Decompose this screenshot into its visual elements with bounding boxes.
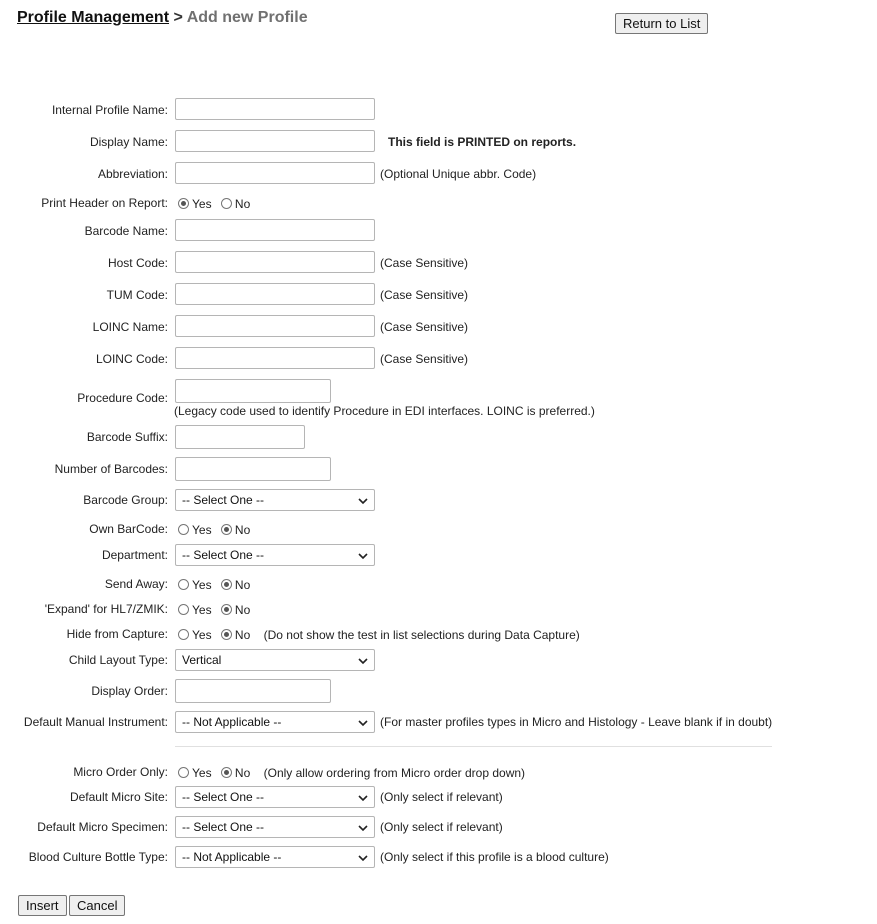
child-layout-type-selected-value: Vertical	[182, 653, 222, 667]
default-manual-instrument-note: (For master profiles types in Micro and Histology - Leave blank if in doubt)	[380, 715, 773, 729]
print-header-no-label: No	[234, 197, 251, 211]
print-header-no-radio[interactable]	[221, 198, 232, 209]
expand-hl7-yes-label: Yes	[192, 603, 212, 617]
own-barcode-yes-label: Yes	[192, 523, 212, 537]
barcode-group-select[interactable]	[175, 489, 375, 511]
micro-order-only-yes-label: Yes	[192, 766, 212, 780]
blood-culture-bottle-type-selected-value: -- Not Applicable --	[182, 850, 282, 864]
cancel-button[interactable]: Cancel	[69, 895, 125, 916]
department-select[interactable]	[175, 544, 375, 566]
send-away-yes-label: Yes	[192, 578, 212, 592]
display-name-label: Display Name:	[89, 135, 168, 149]
hide-from-capture-label: Hide from Capture:	[66, 627, 168, 641]
chevron-down-icon	[358, 853, 368, 863]
micro-order-only-no-radio[interactable]	[221, 767, 232, 778]
default-manual-instrument-selected-value: -- Not Applicable --	[182, 715, 282, 729]
loinc-name-input[interactable]	[175, 315, 375, 337]
expand-hl7-no-label: No	[234, 603, 251, 617]
barcode-name-label: Barcode Name:	[84, 224, 168, 238]
hide-from-capture-yes-radio[interactable]	[178, 629, 189, 640]
chevron-down-icon	[358, 656, 368, 666]
default-manual-instrument-select[interactable]	[175, 711, 375, 733]
number-of-barcodes-input[interactable]	[175, 457, 331, 481]
print-header-label: Print Header on Report:	[41, 196, 168, 210]
expand-hl7-label: 'Expand' for HL7/ZMIK:	[44, 602, 168, 616]
print-header-yes-radio[interactable]	[178, 198, 189, 209]
hide-from-capture-note: (Do not show the test in list selections during Data Capture)	[263, 628, 580, 642]
display-order-label: Display Order:	[91, 684, 168, 698]
barcode-group-label: Barcode Group:	[83, 493, 168, 507]
tum-code-input[interactable]	[175, 283, 375, 305]
child-layout-type-label: Child Layout Type:	[68, 653, 168, 667]
breadcrumb	[17, 9, 308, 27]
send-away-label: Send Away:	[104, 577, 168, 591]
hide-from-capture-no-label: No	[234, 628, 251, 642]
expand-hl7-yes-radio[interactable]	[178, 604, 189, 615]
chevron-down-icon	[358, 496, 368, 506]
print-header-radio-group	[178, 197, 256, 211]
section-divider	[175, 746, 772, 747]
tum-code-label: TUM Code:	[106, 288, 168, 302]
own-barcode-no-radio[interactable]	[221, 524, 232, 535]
hide-from-capture-no-radio[interactable]	[221, 629, 232, 640]
display-name-input[interactable]	[175, 130, 375, 152]
expand-hl7-radio-group	[178, 603, 256, 617]
display-order-input[interactable]	[175, 679, 331, 703]
micro-order-only-no-label: No	[234, 766, 251, 780]
chevron-down-icon	[358, 823, 368, 833]
procedure-code-input[interactable]	[175, 379, 331, 403]
default-micro-specimen-label: Default Micro Specimen:	[37, 820, 168, 834]
default-micro-site-note: (Only select if relevant)	[380, 790, 503, 804]
return-to-list-button[interactable]: Return to List	[615, 13, 708, 34]
page-title: Add new Profile	[186, 9, 308, 26]
barcode-suffix-label: Barcode Suffix:	[86, 430, 168, 444]
loinc-name-label: LOINC Name:	[92, 320, 168, 334]
department-selected-value: -- Select One --	[182, 548, 265, 562]
default-micro-specimen-selected-value: -- Select One --	[182, 820, 265, 834]
default-micro-specimen-select[interactable]	[175, 816, 375, 838]
hide-from-capture-radio-group	[178, 628, 580, 642]
default-micro-site-label: Default Micro Site:	[69, 790, 168, 804]
loinc-code-note: (Case Sensitive)	[380, 352, 469, 366]
micro-order-only-note: (Only allow ordering from Micro order drop down)	[263, 766, 526, 780]
abbreviation-input[interactable]	[175, 162, 375, 184]
send-away-yes-radio[interactable]	[178, 579, 189, 590]
internal-profile-name-input[interactable]	[175, 98, 375, 120]
default-manual-instrument-label: Default Manual Instrument:	[23, 715, 168, 729]
internal-profile-name-label: Internal Profile Name:	[51, 103, 168, 117]
print-header-yes-label: Yes	[192, 197, 212, 211]
own-barcode-radio-group	[178, 523, 256, 537]
display-name-note: This field is PRINTED on reports.	[388, 135, 577, 149]
micro-order-only-radio-group	[178, 766, 525, 780]
own-barcode-label: Own BarCode:	[89, 522, 168, 536]
blood-culture-bottle-type-note: (Only select if this profile is a blood culture)	[380, 850, 609, 864]
barcode-name-input[interactable]	[175, 219, 375, 241]
loinc-code-label: LOINC Code:	[95, 352, 168, 366]
default-micro-site-select[interactable]	[175, 786, 375, 808]
breadcrumb-profile-management-link[interactable]: Profile Management	[17, 9, 170, 26]
host-code-input[interactable]	[175, 251, 375, 273]
own-barcode-yes-radio[interactable]	[178, 524, 189, 535]
micro-order-only-label: Micro Order Only:	[73, 765, 168, 779]
number-of-barcodes-label: Number of Barcodes:	[54, 462, 168, 476]
hide-from-capture-yes-label: Yes	[192, 628, 212, 642]
blood-culture-bottle-type-label: Blood Culture Bottle Type:	[28, 850, 168, 864]
send-away-radio-group	[178, 578, 256, 592]
tum-code-note: (Case Sensitive)	[380, 288, 469, 302]
blood-culture-bottle-type-select[interactable]	[175, 846, 375, 868]
default-micro-specimen-note: (Only select if relevant)	[380, 820, 503, 834]
procedure-code-label: Procedure Code:	[77, 391, 168, 405]
breadcrumb-separator: >	[173, 9, 183, 26]
expand-hl7-no-radio[interactable]	[221, 604, 232, 615]
procedure-code-note: (Legacy code used to identify Procedure in EDI interfaces. LOINC is preferred.)	[174, 404, 595, 418]
host-code-label: Host Code:	[107, 256, 168, 270]
abbreviation-note: (Optional Unique abbr. Code)	[380, 167, 537, 181]
abbreviation-label: Abbreviation:	[97, 167, 168, 181]
own-barcode-no-label: No	[234, 523, 251, 537]
default-micro-site-selected-value: -- Select One --	[182, 790, 265, 804]
chevron-down-icon	[358, 793, 368, 803]
child-layout-type-select[interactable]	[175, 649, 375, 671]
loinc-name-note: (Case Sensitive)	[380, 320, 469, 334]
department-label: Department:	[101, 548, 168, 562]
host-code-note: (Case Sensitive)	[380, 256, 469, 270]
send-away-no-radio[interactable]	[221, 579, 232, 590]
barcode-suffix-input[interactable]	[175, 425, 305, 449]
barcode-group-selected-value: -- Select One --	[182, 493, 265, 507]
send-away-no-label: No	[234, 578, 251, 592]
loinc-code-input[interactable]	[175, 347, 375, 369]
insert-button[interactable]: Insert	[18, 895, 67, 916]
chevron-down-icon	[358, 718, 368, 728]
micro-order-only-yes-radio[interactable]	[178, 767, 189, 778]
chevron-down-icon	[358, 551, 368, 561]
